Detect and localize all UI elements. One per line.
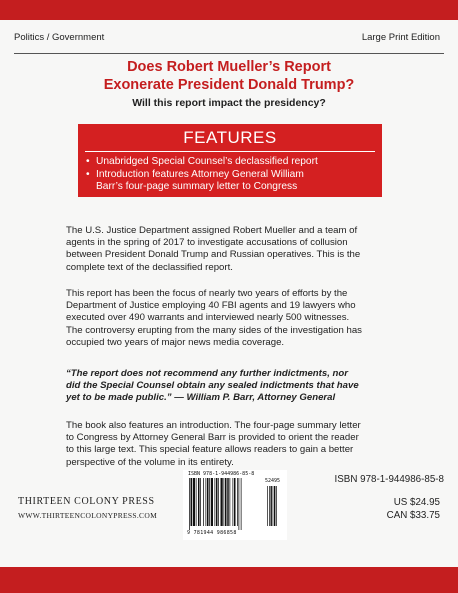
barcode-bar	[193, 478, 195, 526]
barcode-bars	[187, 478, 283, 530]
barcode-addon-bar	[276, 486, 277, 526]
barcode-digits: 9 781944 986858	[187, 530, 237, 536]
category-label: Politics / Government	[14, 32, 105, 43]
quote-line: did the Special Counsel obtain any sealed indictments that have	[66, 380, 359, 392]
paragraph-line: executed over 490 warrants and interviewed nearly 500 witnesses.	[66, 312, 350, 324]
paragraph-line: agents in the spring of 2017 to investigate accusations of collusion	[66, 237, 348, 249]
quote-line: yet to be made public.” — William P. Barr, Attorney General	[66, 392, 336, 404]
bullet-icon: •	[86, 156, 90, 167]
publisher-url: WWW.THIRTEENCOLONYPRESS.COM	[18, 511, 158, 520]
barcode-bar	[239, 478, 240, 530]
barcode-bar	[207, 478, 209, 526]
barcode-bar	[215, 478, 216, 526]
paragraph-line: to Congress by Attorney General Barr is provided to orient the reader	[66, 432, 359, 444]
barcode-bar	[200, 478, 201, 526]
price-us: US $24.95	[393, 497, 440, 508]
paragraph-line: perspective of the volume in its entirety.	[66, 456, 234, 468]
feature-line: Introduction features Attorney General William	[96, 168, 304, 180]
paragraph-line: The controversy erupting from the many sides of the investigation has	[66, 324, 362, 336]
publisher-name: THIRTEEN COLONY PRESS	[18, 496, 155, 507]
barcode-bar	[218, 478, 219, 526]
barcode-bar	[241, 478, 242, 530]
feature-item	[86, 169, 376, 194]
quote-line: “The report does not recommend any further indictments, nor	[66, 368, 348, 379]
paragraph-line: Department of Justice employing 40 FBI agents and 19 lawyers who	[66, 300, 356, 312]
header-divider	[14, 53, 444, 54]
features-list	[86, 156, 376, 194]
barcode-bar	[203, 478, 204, 526]
barcode	[183, 470, 287, 540]
barcode-bar	[198, 478, 200, 526]
barcode-bar	[206, 478, 207, 526]
bullet-icon: •	[86, 168, 90, 180]
barr-quote	[66, 368, 416, 405]
subheadline: Will this report impact the presidency?	[132, 97, 326, 109]
headline	[0, 58, 458, 94]
paragraph-line: The book also features an introduction. The four-page summary letter	[66, 420, 361, 431]
barcode-bar	[209, 478, 210, 526]
barcode-addon-bar	[273, 486, 274, 526]
feature-line: Unabridged Special Counsel’s declassified report	[96, 156, 318, 167]
body-paragraph-1	[66, 225, 416, 274]
barcode-addon-bar	[274, 486, 275, 526]
barcode-bar	[233, 478, 234, 526]
paragraph-line: occupied two years of major news media coverage.	[66, 336, 285, 348]
paragraph-line: between President Donald Trump and Russian operatives. This is the	[66, 249, 361, 261]
feature-line: Barr’s four-page summary letter to Congress	[96, 181, 298, 192]
body-paragraph-3	[66, 420, 416, 469]
price-can: CAN $33.75	[386, 510, 440, 521]
paragraph-line: This report has been the focus of nearly two years of efforts by the	[66, 288, 348, 299]
bottom-red-band	[0, 567, 458, 593]
barcode-bar	[216, 478, 218, 526]
barcode-price-code: 52495	[265, 478, 281, 484]
barcode-bar	[221, 478, 223, 526]
barcode-bar	[234, 478, 236, 526]
features-box	[78, 124, 382, 197]
top-red-band	[0, 0, 458, 20]
feature-item	[86, 156, 376, 169]
edition-label: Large Print Edition	[361, 32, 440, 43]
isbn-number: ISBN 978-1-944986-85-8	[334, 474, 444, 485]
barcode-bar	[191, 478, 193, 526]
barcode-addon-bar	[269, 486, 270, 526]
barcode-bar	[227, 478, 229, 526]
paragraph-line: complete text of the declassified report.	[66, 261, 233, 273]
features-divider	[85, 151, 375, 152]
body-paragraph-2	[66, 288, 416, 349]
paragraph-line: The U.S. Justice Department assigned Robert Mueller and a team of	[66, 225, 358, 236]
barcode-bar	[196, 478, 197, 526]
barcode-bar	[237, 478, 238, 526]
headline-line-1: Does Robert Mueller’s Report	[127, 59, 331, 75]
barcode-addon-bar	[267, 486, 268, 526]
barcode-isbn: ISBN 978-1-944986-85-8	[188, 471, 255, 477]
paragraph-line: to this large text. This special feature allows readers to gain a better	[66, 444, 354, 456]
headline-line-2: Exonerate President Donald Trump?	[103, 77, 355, 93]
barcode-bar	[189, 478, 190, 530]
barcode-bar	[211, 478, 213, 526]
features-title: FEATURES	[183, 128, 277, 147]
barcode-bar	[224, 478, 225, 526]
barcode-addon-bar	[271, 486, 272, 526]
barcode-bar	[225, 478, 227, 526]
barcode-bar	[230, 478, 231, 526]
